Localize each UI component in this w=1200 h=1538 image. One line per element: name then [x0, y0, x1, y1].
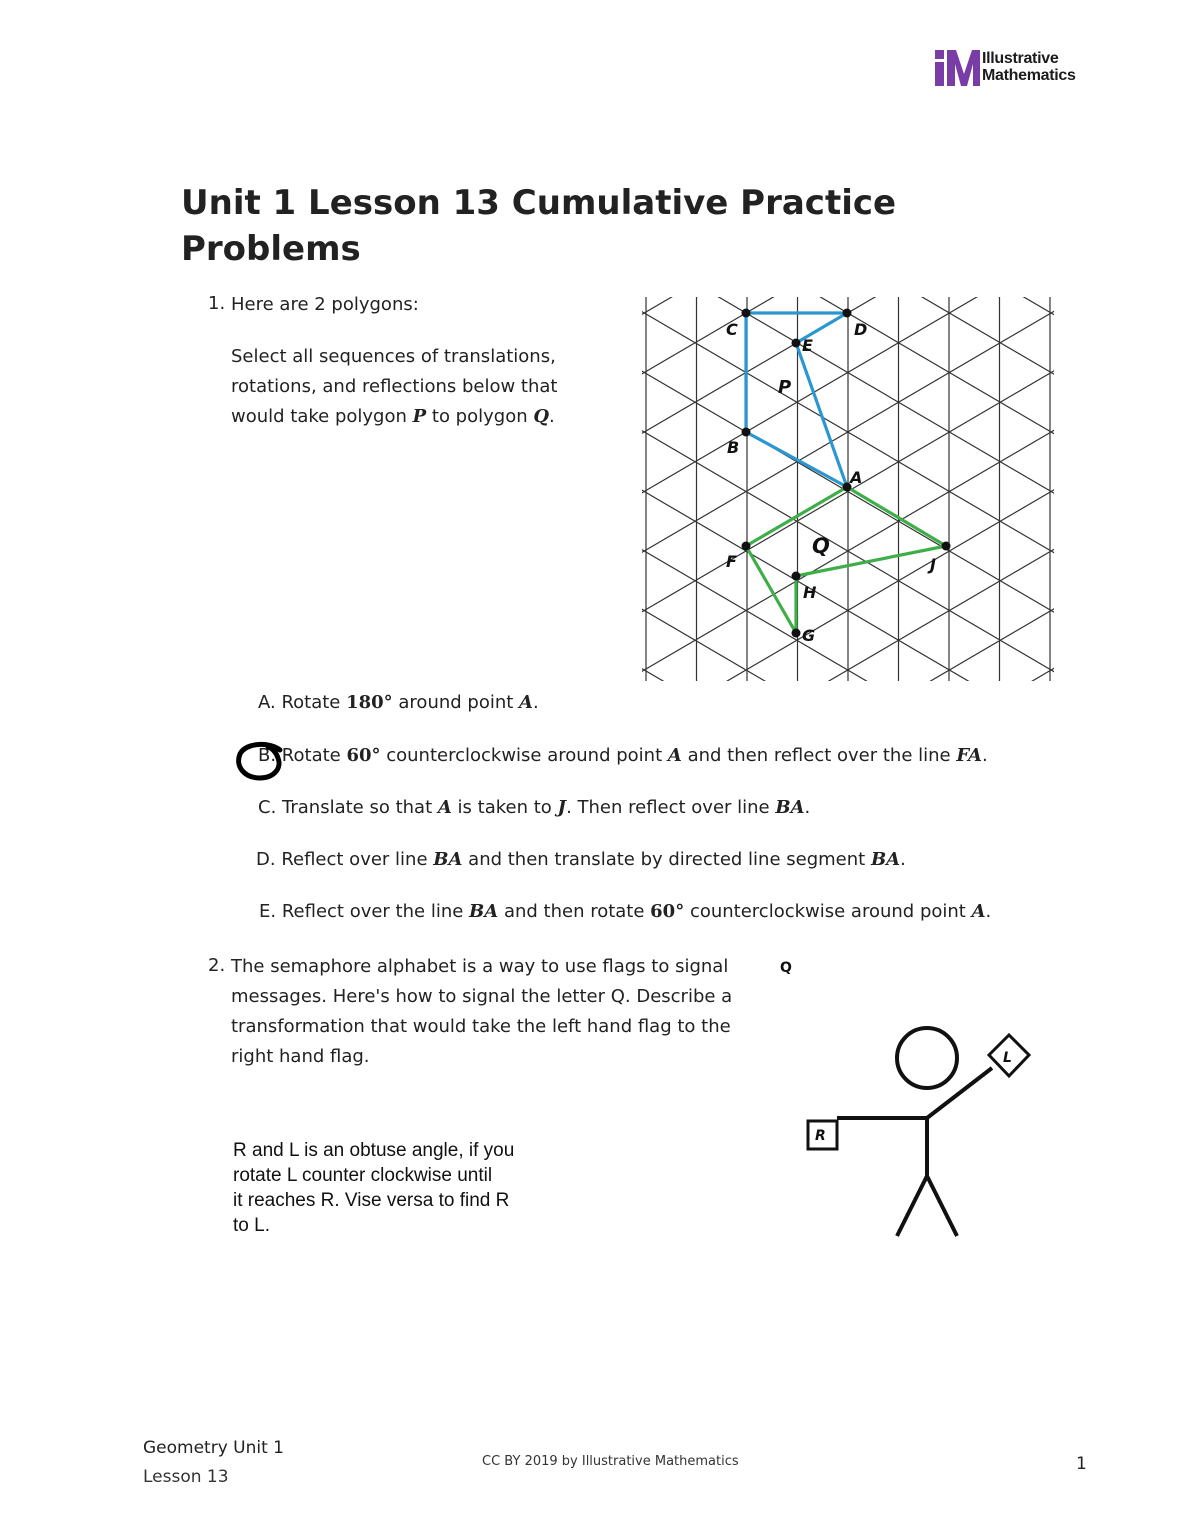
point-e-dot — [792, 339, 801, 348]
answer-option[interactable] — [259, 901, 991, 922]
option-letter: E. — [259, 901, 277, 922]
point-h-dot — [792, 572, 801, 581]
page-title — [181, 180, 941, 272]
footer-license: CC BY 2019 by Illustrative Mathematics — [482, 1454, 739, 1469]
flag-l-label: L — [1003, 1050, 1012, 1066]
label-b: B — [727, 438, 740, 457]
stick-figure-left-leg — [897, 1176, 927, 1236]
option-text: . — [985, 901, 992, 922]
grid-line-diagonal — [640, 483, 1060, 685]
stick-figure-right-arm — [927, 1068, 992, 1118]
grid-line-diagonal — [640, 295, 1060, 381]
math-symbol: A — [971, 901, 986, 922]
option-text: . — [900, 849, 906, 870]
question1-prompt-line3: would take polygon P to polygon Q. — [231, 406, 555, 427]
label-a: A — [850, 468, 863, 487]
student-answer-line: it reaches R. Vise versa to find R — [233, 1190, 510, 1211]
page-title-line1: Unit 1 Lesson 13 Cumulative Practice — [181, 183, 897, 223]
option-text: Reflect over line — [275, 849, 434, 870]
label-p: P — [778, 377, 792, 398]
math-symbol: J — [557, 797, 567, 818]
point-d-dot — [843, 309, 852, 318]
label-g: G — [802, 626, 816, 645]
page-title-line2: Problems — [181, 229, 361, 269]
math-symbol: A — [437, 797, 452, 818]
im-logo-icon — [930, 46, 982, 90]
grid-line-diagonal — [640, 602, 1060, 685]
stick-figure-right-leg — [927, 1176, 957, 1236]
question1-prompt-line2: rotations, and reflections below that — [231, 376, 558, 397]
option-letter: D. — [256, 849, 276, 870]
grid-line-diagonal — [640, 295, 1060, 440]
question2-line: messages. Here's how to signal the letter Q. Describe a — [231, 986, 733, 1007]
question2-text — [231, 952, 776, 1072]
answer-option[interactable] — [258, 797, 810, 818]
stick-figure-head — [897, 1028, 957, 1088]
semaphore-figure — [770, 950, 1070, 1250]
option-text: counterclockwise around point — [684, 901, 972, 922]
question1-prompt — [231, 342, 611, 432]
grid-line-diagonal — [640, 295, 1060, 324]
grid-line-diagonal — [640, 662, 1060, 685]
math-symbol: BA — [775, 797, 805, 818]
point-j-dot — [942, 542, 951, 551]
option-text: is taken to — [451, 797, 558, 818]
option-letter: B. — [258, 745, 277, 766]
footer-course: Geometry Unit 1 — [143, 1438, 284, 1458]
flag-r-label: R — [815, 1128, 826, 1144]
brand-name-line1: Illustrative — [982, 50, 1059, 67]
math-symbol: BA — [870, 849, 901, 870]
polygon-q-symbol: Q — [533, 406, 550, 427]
answer-option[interactable] — [258, 692, 539, 713]
option-text: . Then reflect over line — [566, 797, 776, 818]
math-symbol: BA — [433, 849, 463, 870]
label-h: H — [803, 583, 817, 602]
label-d: D — [854, 320, 868, 339]
option-text: Reflect over the line — [276, 901, 470, 922]
answer-option[interactable] — [258, 745, 988, 766]
math-symbol: FA — [956, 745, 983, 766]
brand-name — [982, 50, 1076, 84]
polygon-p-symbol: P — [412, 406, 427, 427]
math-symbol: 60° — [650, 901, 685, 922]
option-text: counterclockwise around point — [380, 745, 668, 766]
label-f: F — [726, 552, 737, 571]
vertex-dots — [742, 309, 951, 638]
math-symbol: 60° — [346, 745, 381, 766]
grid-line-diagonal — [640, 295, 1060, 321]
math-symbol: A — [667, 745, 682, 766]
question2-line: The semaphore alphabet is a way to use flags to signal — [231, 956, 729, 977]
question1-prompt-line1: Select all sequences of translations, — [231, 346, 556, 367]
circled-answer-mark — [232, 738, 292, 788]
student-answer-line: to L. — [233, 1215, 270, 1236]
option-letter: A. — [258, 692, 276, 713]
option-letter: C. — [258, 797, 277, 818]
option-text: and then translate by directed line segment — [462, 849, 871, 870]
semaphore-letter-label: Q — [780, 960, 792, 976]
footer-lesson: Lesson 13 — [143, 1467, 229, 1487]
label-e: E — [802, 336, 813, 355]
point-c-dot — [742, 309, 751, 318]
option-text: Rotate — [276, 745, 347, 766]
footer-page-number: 1 — [1076, 1454, 1087, 1474]
math-symbol: A — [519, 692, 534, 713]
label-q: Q — [812, 534, 830, 558]
student-answer — [233, 1138, 563, 1238]
label-c: C — [726, 320, 738, 339]
option-text: Rotate — [275, 692, 347, 713]
label-j: J — [930, 555, 936, 574]
brand-name-line2: Mathematics — [982, 67, 1076, 84]
question1-number: 1. — [208, 293, 226, 314]
point-b-dot — [742, 428, 751, 437]
answer-option[interactable] — [256, 849, 906, 870]
polygons-figure — [640, 295, 1060, 685]
point-g-dot — [792, 629, 801, 638]
option-text: . — [804, 797, 811, 818]
option-text: Translate so that — [276, 797, 438, 818]
point-f-dot — [742, 542, 751, 551]
option-text: . — [533, 692, 539, 713]
grid-line-diagonal — [640, 295, 1060, 384]
math-symbol: BA — [469, 901, 499, 922]
option-text: and then rotate — [498, 901, 651, 922]
option-text: and then reflect over the line — [681, 745, 957, 766]
question1-intro: Here are 2 polygons: — [231, 294, 419, 315]
student-answer-line: R and L is an obtuse angle, if you — [233, 1140, 515, 1161]
option-text: . — [982, 745, 988, 766]
question2-line: transformation that would take the left hand flag to the — [231, 1016, 731, 1037]
question2-number: 2. — [208, 955, 226, 976]
grid-line-diagonal — [640, 295, 1060, 443]
question2-line: right hand flag. — [231, 1046, 370, 1067]
math-symbol: 180° — [346, 692, 393, 713]
student-answer-line: rotate L counter clockwise until — [233, 1165, 493, 1186]
option-text: around point — [392, 692, 520, 713]
